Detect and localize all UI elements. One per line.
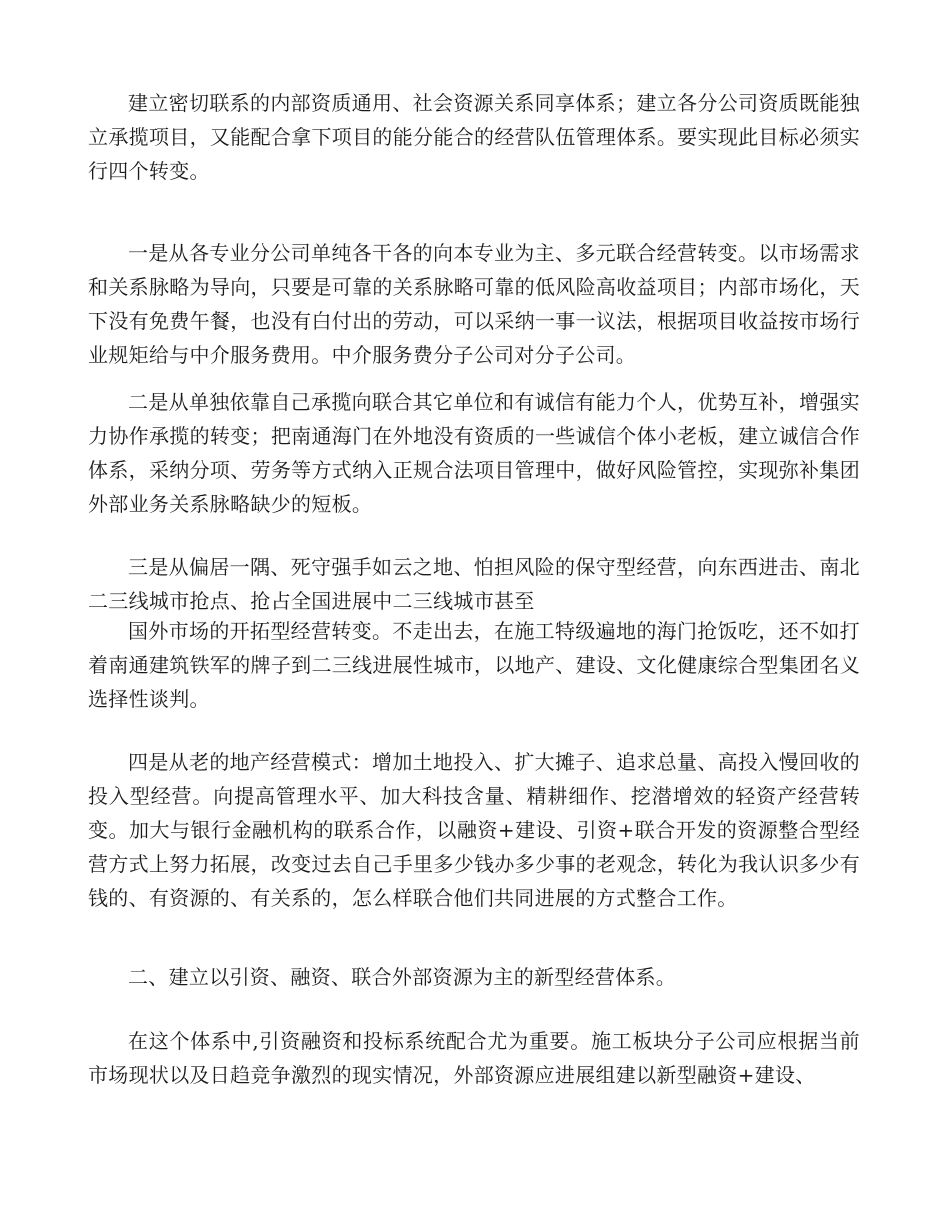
paragraph: 三是从偏居一隅、死守强手如云之地、怕担风险的保守型经营，向东西进击、南北二三线城市抢点、抢占全国进展中二三线城市甚至: [88, 555, 860, 613]
paragraph: 一是从各专业分公司单纯各干各的向本专业为主、多元联合经营转变。以市场需求和关系脉略为导向，只要是可靠的关系脉略可靠的低风险高收益项目；内部市场化，天下没有免费午餐，也没有白付出的劳动，可以采纳一事一议法，根据项目收益按市场行业规矩给与中介服务费用。中介服务费分子公司对分子公司。: [88, 241, 860, 367]
section-heading: 二、建立以引资、融资、联合外部资源为主的新型经营体系。: [128, 965, 677, 989]
paragraph: 四是从老的地产经营模式：增加土地投入、扩大摊子、追求总量、高投入慢回收的投入型经营。向提高管理水平、加大科技含量、精耕细作、挖潜增效的轻资产经营转变。加大与银行金融机构的联系合作，以融资+建设、引资+联合开发的资源整合型经营方式上努力拓展，改变过去自己手里多少钱办多少事的老观念，转化为我认识多少有钱的、有资源的、有关系的，怎么样联合他们共同进展的方式整合工作。: [88, 750, 860, 910]
paragraph: 在这个体系中,引资融资和投标系统配合尤为重要。施工板块分子公司应根据当前市场现状以及日趋竞争激烈的现实情况，外部资源应进展组建以新型融资+建设、: [88, 1029, 860, 1087]
paragraph: 建立密切联系的内部资质通用、社会资源关系同享体系；建立各分公司资质既能独立承揽项目，又能配合拿下项目的能分能合的经营队伍管理体系。要实现此目标必须实行四个转变。: [88, 91, 860, 183]
paragraph: 二是从单独依靠自己承揽向联合其它单位和有诚信有能力个人，优势互补，增强实力协作承揽的转变；把南通海门在外地没有资质的一些诚信个体小老板，建立诚信合作体系，采纳分项、劳务等方式纳入正规合法项目管理中，做好风险管控，实现弥补集团外部业务关系脉略缺少的短板。: [88, 390, 860, 516]
paragraph: 国外市场的开拓型经营转变。不走出去，在施工特级遍地的海门抢饭吃，还不如打着南通建筑铁军的牌子到二三线进展性城市，以地产、建设、文化健康综合型集团名义选择性谈判。: [88, 619, 860, 711]
